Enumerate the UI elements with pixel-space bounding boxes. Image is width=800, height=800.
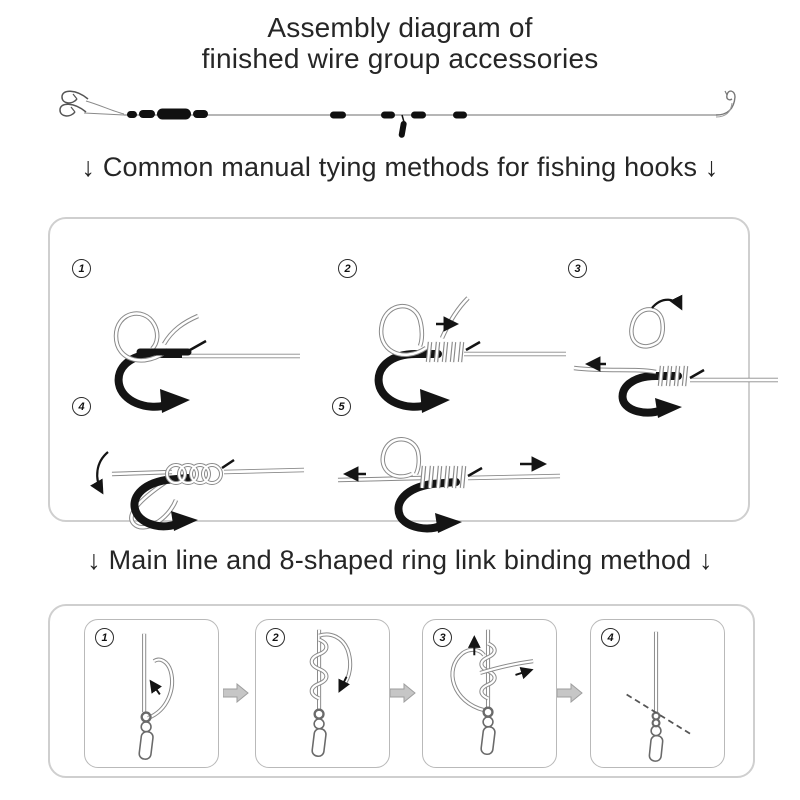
page-title-line1: Assembly diagram of — [267, 12, 533, 43]
page-title — [0, 12, 800, 74]
hook-tying-step-3 — [568, 259, 783, 420]
next-step-arrow-icon — [390, 683, 416, 703]
step-number-badge: 2 — [338, 259, 357, 278]
next-step-arrow-icon — [557, 683, 583, 703]
hook-knot-step-5-illustration — [332, 418, 567, 538]
tying-section-heading: ↓ Common manual tying methods for fishing hooks ↓ — [81, 152, 719, 182]
ring-binding-step-1-illustration — [85, 620, 218, 767]
step-number-badge: 4 — [601, 628, 620, 647]
next-step-arrow-icon — [223, 683, 249, 703]
page-title-line2: finished wire group accessories — [201, 43, 599, 74]
step-number-badge: 1 — [72, 259, 91, 278]
hook-knot-step-3-illustration — [568, 280, 783, 420]
step-number-badge: 3 — [568, 259, 587, 278]
ring-binding-step-4-illustration — [591, 620, 724, 767]
hook-tying-step-2 — [338, 259, 573, 420]
step-number-badge: 3 — [433, 628, 452, 647]
ring-binding-step-3-illustration — [423, 620, 556, 767]
hook-tying-step-1 — [72, 259, 307, 420]
finished-wire-rig-illustration — [0, 85, 800, 145]
hook-knot-step-4-illustration — [72, 418, 312, 538]
step-number-badge: 1 — [95, 628, 114, 647]
ring-binding-step-2 — [255, 619, 390, 768]
hook-tying-step-5 — [332, 397, 567, 538]
ring-binding-step-1 — [84, 619, 219, 768]
hook-tying-panel — [48, 217, 750, 522]
ring-binding-step-4 — [590, 619, 725, 768]
binding-section-heading: ↓ Main line and 8-shaped ring link binding method ↓ — [87, 545, 713, 575]
ring-binding-step-2-illustration — [256, 620, 389, 767]
hook-tying-step-4 — [72, 397, 312, 538]
step-number-badge: 2 — [266, 628, 285, 647]
step-number-badge: 4 — [72, 397, 91, 416]
ring-binding-panel — [48, 604, 755, 778]
ring-binding-step-3 — [422, 619, 557, 768]
step-number-badge: 5 — [332, 397, 351, 416]
